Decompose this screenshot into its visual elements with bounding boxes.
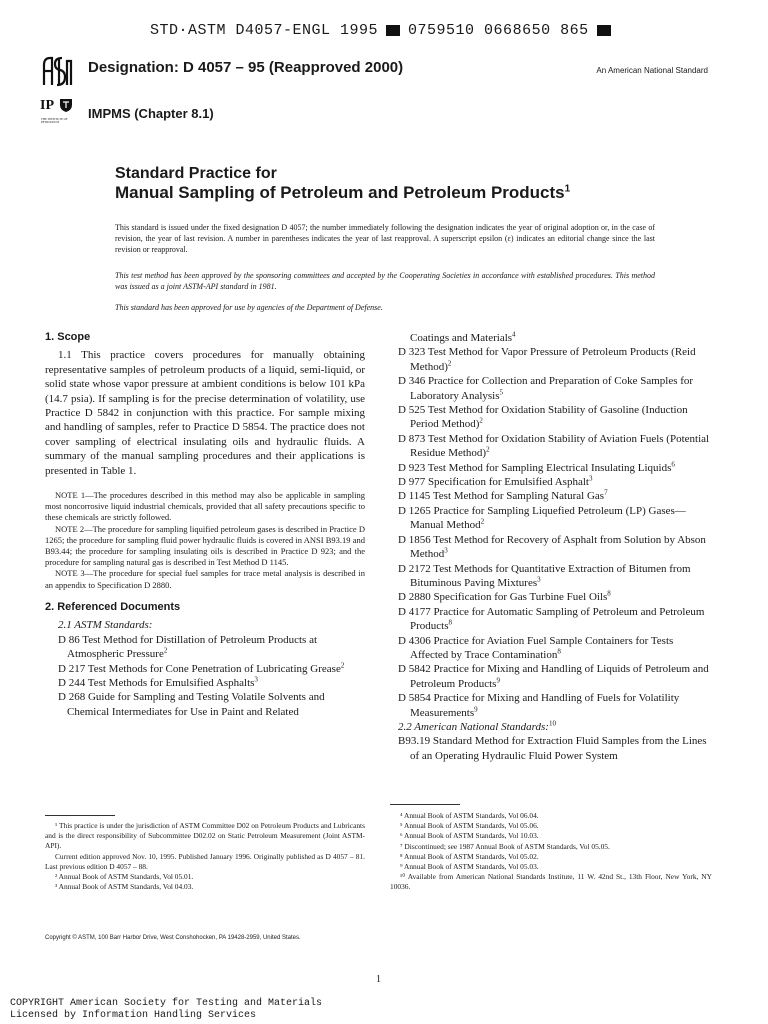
footer-license: Licensed by Information Handling Services [10, 1010, 257, 1021]
american-national-standard-label: An American National Standard [596, 66, 708, 75]
footnote: Current edition approved Nov. 10, 1995. Published January 1996. Originally published as D 4057 – 81. Last previous edition D 4057 – 88. [45, 851, 365, 871]
footnote: ⁷ Discontinued; see 1987 Annual Book of ASTM Standards, Vol 05.05. [400, 841, 610, 851]
document-code-header [150, 22, 619, 39]
section-heading-referenced-documents: 2. Referenced Documents [45, 600, 181, 613]
section-heading-scope: 1. Scope [45, 331, 91, 343]
reference-item: D 1145 Test Method for Sampling Natural Gas$^7$ [398, 488, 608, 503]
footnote: ³ Annual Book of ASTM Standards, Vol 04.03. [55, 882, 194, 892]
footer-copyright: COPYRIGHT American Society for Testing and Materials [10, 998, 323, 1009]
reference-item: D 346 Practice for Collection and Preparation of Coke Samples for Laboratory Analysis$^5$ [398, 375, 694, 402]
reference-item: D 268 Guide for Sampling and Testing Volatile Solvents and Chemical Intermediates for Use in Paint and Related [58, 691, 325, 718]
footnote-divider-right [390, 804, 460, 805]
reference-item: D 1856 Test Method for Recovery of Asphalt from Solution by Abson Method$^3$ [398, 533, 706, 561]
footnote: ⁵ Annual Book of ASTM Standards, Vol 05.06. [400, 821, 539, 831]
reference-item: D 86 Test Method for Distillation of Petroleum Products at Atmospheric Pressure$^2$ [58, 633, 318, 661]
astm-logo-icon [40, 55, 74, 89]
note-2: NOTE 2—The procedure for sampling liquified petroleum gases is described in Practice D 1265; the procedure for sampling fluid power hydraulic fluids is covered in ANSI B93.19 and B93.44; the procedure for sampling insulating oils is described in Practice D 923; and the procedure for sampling natural gas is described in Test Method D 1145. [45, 523, 365, 568]
reference-item: D 2880 Specification for Gas Turbine Fuel Oils$^8$ [398, 589, 611, 604]
black-block [386, 25, 400, 36]
defense-notice: This standard has been approved for use by agencies of the Department of Defense. [115, 303, 383, 312]
approval-notice: This test method has been approved by the sponsoring committees and accepted by the Cooperating Societies in accordance with established procedures. This method was issued as a joint ASTM-API standard in 1981. [115, 271, 655, 291]
reference-item: D 1265 Practice for Sampling Liquefied Petroleum (LP) Gases—Manual Method$^2$ [398, 504, 686, 532]
right-reference-list [398, 345, 713, 720]
footnote: ² Annual Book of ASTM Standards, Vol 05.01. [55, 872, 194, 882]
subsection-astm-standards [45, 618, 365, 632]
reference-item-b93: B93.19 Standard Method for Extraction Fluid Samples from the Lines of an Operating Hydraulic Fluid Power System [398, 735, 707, 762]
reference-item: D 244 Test Methods for Emulsified Asphalts$^3$ [58, 675, 258, 689]
left-column [45, 330, 365, 719]
ip-logo-text: THE INSTITUTE OF PETROLEUM [41, 117, 68, 124]
title-text: Manual Sampling of Petroleum and Petroleum Products [115, 183, 565, 202]
title-line-1: Standard Practice for [115, 165, 277, 182]
footnote: ¹⁰ Available from American National Standards Institute, 11 W. 42nd St., 13th Floor, New York, NY 10036. [390, 872, 712, 892]
svg-text:IP: IP [40, 98, 54, 113]
reference-item: D 5842 Practice for Mixing and Handling of Liquids of Petroleum and Petroleum Products$^9$ [398, 663, 709, 690]
reference-item: D 525 Test Method for Oxidation Stability of Gasoline (Induction Period Method)$^2$ [398, 404, 688, 431]
note-1: NOTE 1—The procedures described in this method may also be applicable in sampling most noncorrosive liquid industrial chemicals, provided that all safety precautions specific to these chemicals are strictly followed. [45, 490, 365, 523]
footnote: ⁸ Annual Book of ASTM Standards, Vol 05.02. [400, 851, 539, 861]
footnote: ⁶ Annual Book of ASTM Standards, Vol 10.03. [400, 831, 539, 841]
reference-item: D 873 Test Method for Oxidation Stability of Aviation Fuels (Potential Residue Method)$^2$ [398, 432, 710, 460]
reference-item-continued: Coatings and Materials$^4$ [410, 330, 516, 344]
footnote: ¹ This practice is under the jurisdiction of ASTM Committee D02 on Petroleum Products and Lubricants and is the direct responsibility of Subcommittee D02.02 on Static Petroleum Measurement (Joint ASTM-API). [45, 821, 365, 851]
copyright-line: Copyright © ASTM, 100 Barr Harbor Drive, West Conshohocken, PA 19428-2959, United States. [45, 935, 301, 941]
page-number: 1 [376, 974, 381, 985]
designation: Designation: D 4057 – 95 (Reapproved 2000) [88, 59, 404, 76]
license-footer [10, 998, 322, 1022]
reference-item: D 2172 Test Methods for Quantitative Extraction of Bitumen from Bituminous Paving Mixtures$^3$ [398, 562, 691, 589]
reference-item: D 217 Test Methods for Cone Penetration of Lubricating Grease$^2$ [58, 660, 345, 675]
footnotes-right [390, 811, 712, 893]
subsection-ans-label: 2.2 American National Standards: [398, 720, 549, 733]
black-block [597, 25, 611, 36]
right-column [398, 331, 713, 763]
footnotes-left [45, 821, 365, 892]
impms-chapter: IMPMS (Chapter 8.1) [88, 106, 214, 121]
reference-item: D 323 Test Method for Vapor Pressure of Petroleum Products (Reid Method)$^2$ [398, 346, 696, 373]
title-line-2 [115, 183, 570, 203]
note-3: NOTE 3—The procedure for special fuel samples for trace metal analysis is described in an appendix to Specification D 2880. [45, 568, 365, 590]
reference-item: D 977 Specification for Emulsified Asphalt$^3$ [398, 474, 593, 489]
scope-paragraph: 1.1 This practice covers procedures for manually obtaining representative samples of petroleum products of a liquid, semi-liquid, or solid state whose vapor pressure at ambient conditions is below 101 kPa (14.7 psia). If sampling is for the precise determination of volatility, use Practice D 5842 in conjunction with this practice. For sample mixing and handling of samples, refer to Practice D 5854. The practice does not cover sampling of electrical insulating oils and hydraulic fluids. A summary of the manual sampling procedures and their applications is presented in Table 1. [45, 349, 365, 477]
document-code-right: 0759510 0668650 865 [408, 22, 589, 39]
reference-item: D 4177 Practice for Automatic Sampling of Petroleum and Petroleum Products$^8$ [398, 605, 705, 633]
issuance-notice: This standard is issued under the fixed designation D 4057; the number immediately following the designation indicates the year of original adoption or, in the case of revision, the year of last revision. A number in parentheses indicates the year of last reapproval. A superscript epsilon (ε) indicates an editorial change since the last revision or reapproval. [115, 223, 655, 254]
reference-item: D 4306 Practice for Aviation Fuel Sample Containers for Tests Affected by Trace Contamination$^8$ [398, 634, 674, 661]
footnote-divider-left [45, 815, 115, 816]
footnote: ⁹ Annual Book of ASTM Standards, Vol 05.03. [400, 862, 539, 872]
footnote: ⁴ Annual Book of ASTM Standards, Vol 06.04. [400, 811, 539, 820]
subsection-american-national-standards: 2.2 American National Standards:$^{10}$ [398, 719, 556, 733]
title-footnote-mark: 1 [564, 183, 571, 195]
document-code-left: STD·ASTM D4057-ENGL 1995 [150, 22, 379, 39]
reference-item: D 923 Test Method for Sampling Electrical Insulating Liquids$^6$ [398, 460, 675, 474]
left-reference-list [45, 633, 365, 719]
subsection-astm-standards-label: 2.1 ASTM Standards: [58, 619, 153, 632]
reference-item: D 5854 Practice for Mixing and Handling of Fuels for Volatility Measurements$^9$ [398, 692, 680, 719]
